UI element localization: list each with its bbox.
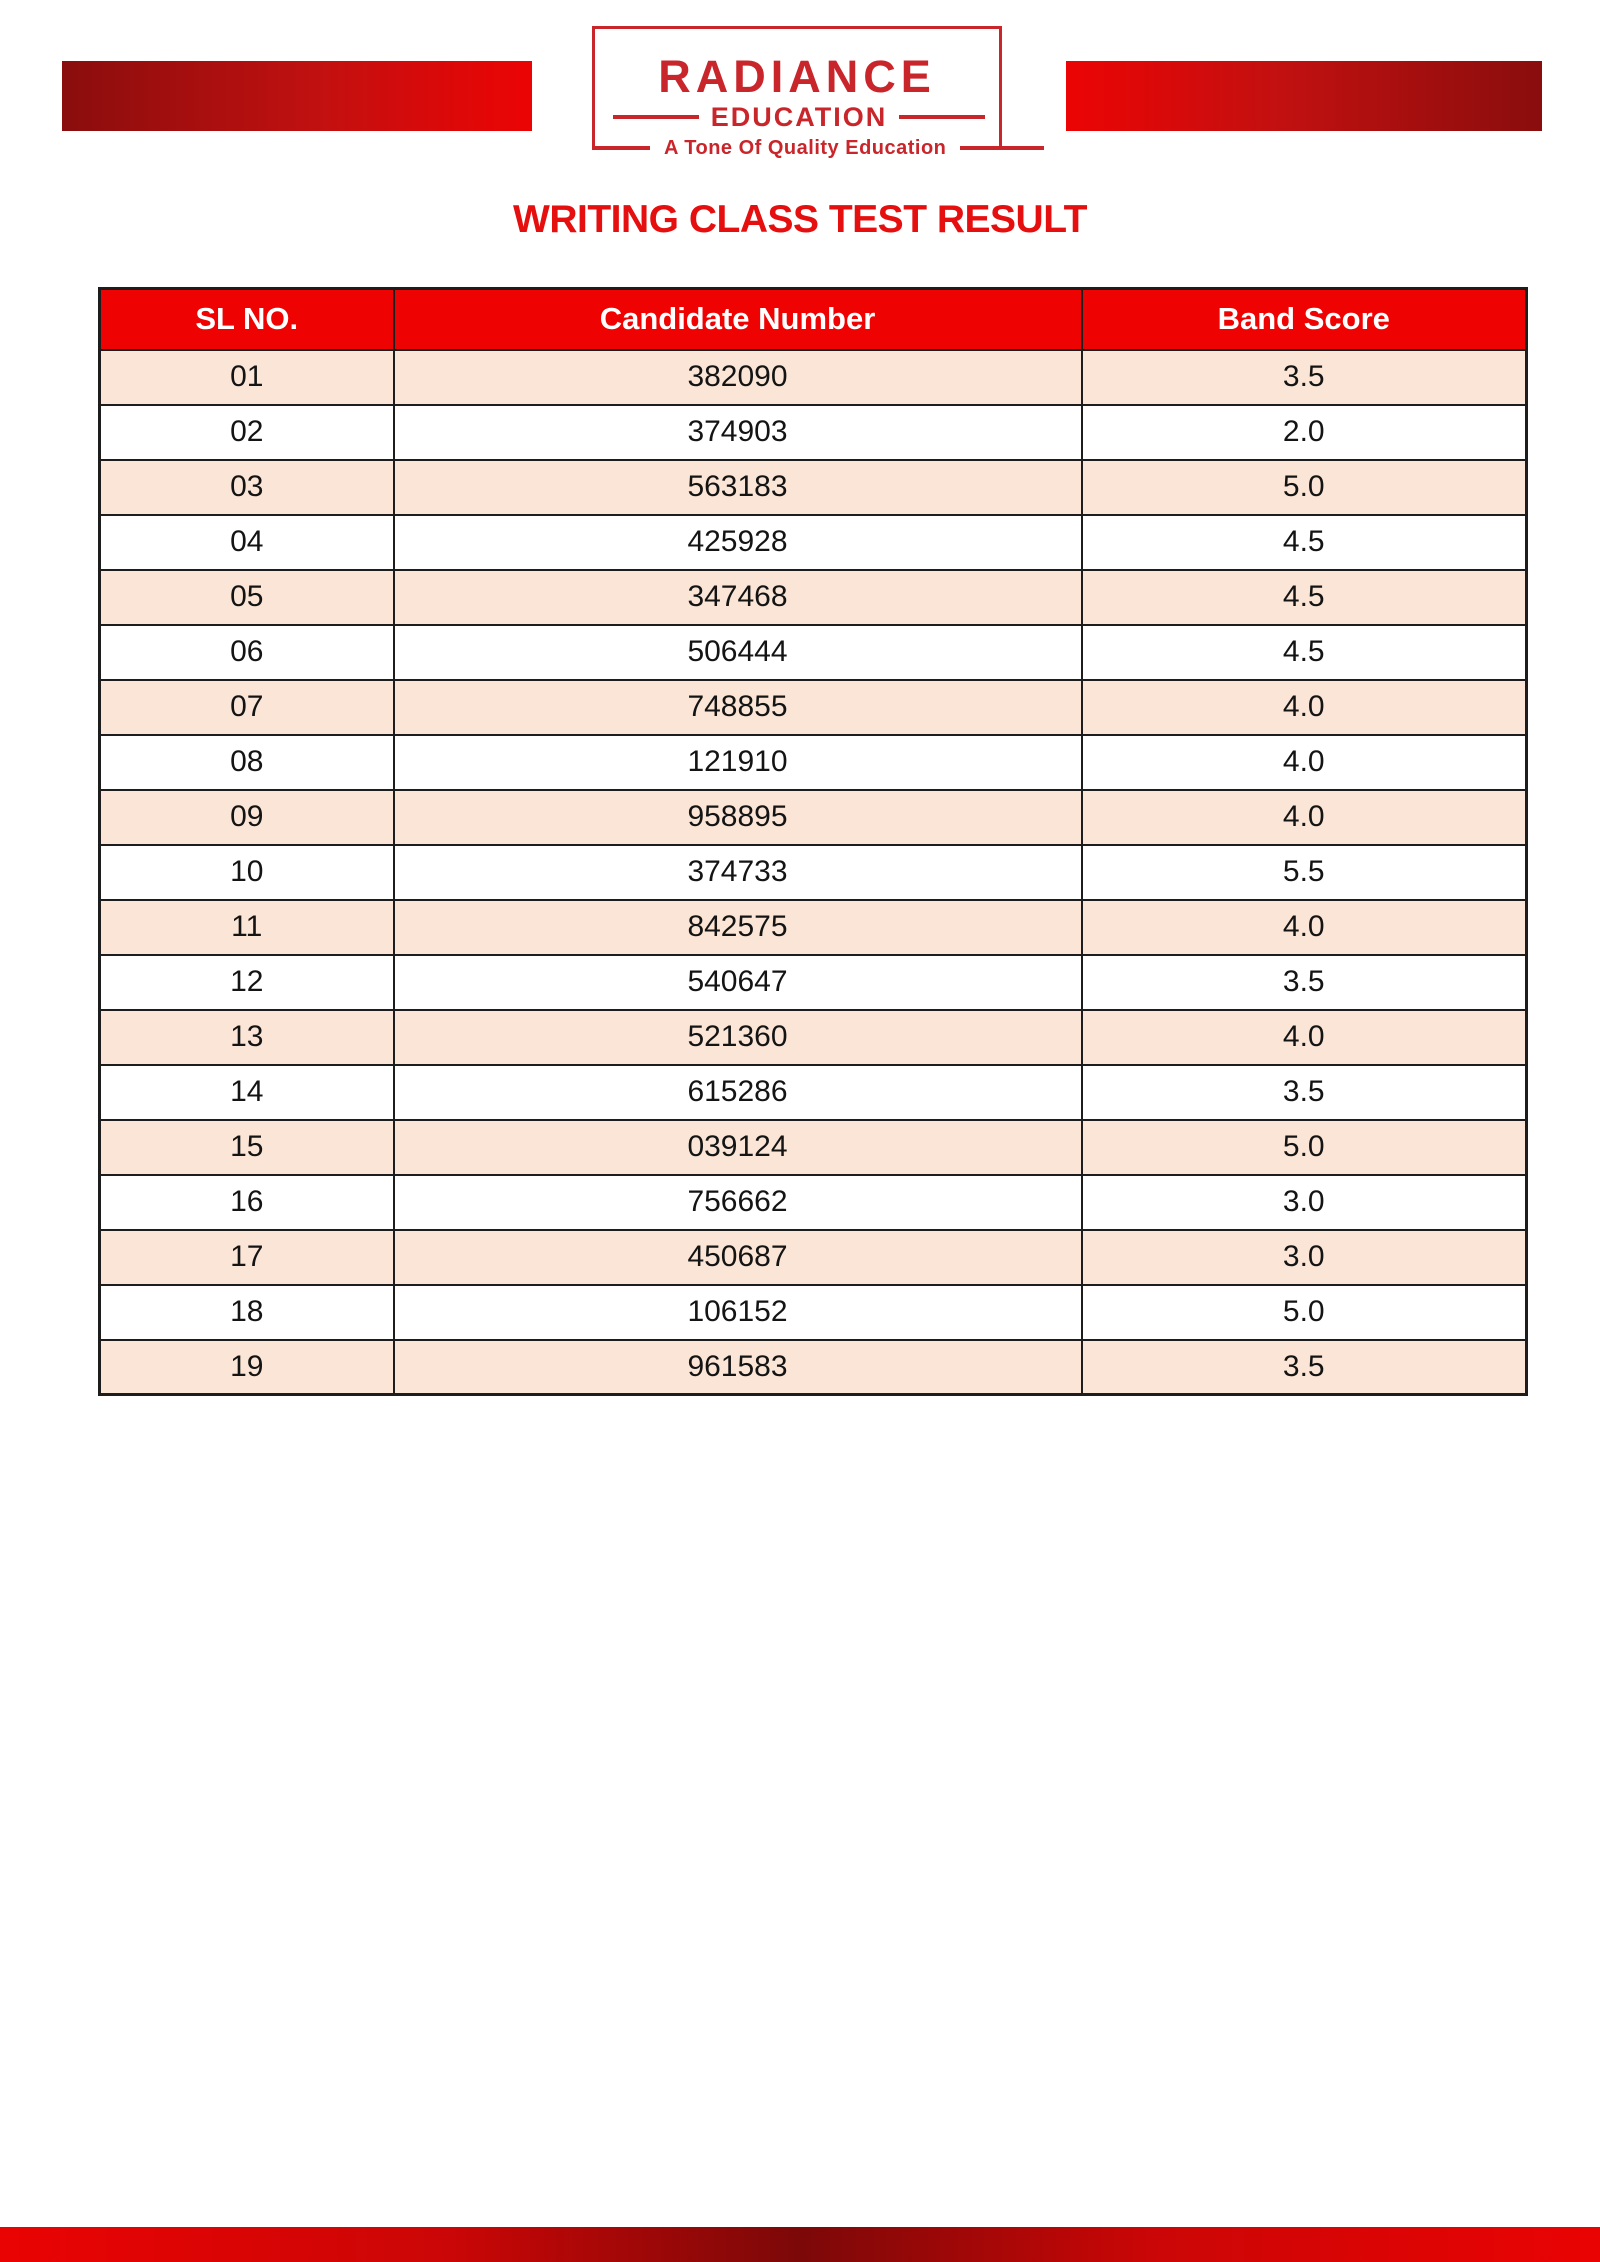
results-table [98, 287, 1528, 1396]
cell-band-score: 4.0 [1082, 735, 1527, 790]
cell-candidate-number: 961583 [394, 1340, 1082, 1395]
table-row [100, 790, 1527, 845]
cell-candidate-number: 425928 [394, 515, 1082, 570]
cell-candidate-number: 748855 [394, 680, 1082, 735]
header-left-red-bar [62, 61, 532, 131]
cell-band-score: 2.0 [1082, 405, 1527, 460]
table-row [100, 900, 1527, 955]
cell-band-score: 4.0 [1082, 680, 1527, 735]
table-row [100, 625, 1527, 680]
table-row [100, 1230, 1527, 1285]
table-row [100, 680, 1527, 735]
cell-candidate-number: 842575 [394, 900, 1082, 955]
results-table-body [100, 350, 1527, 1395]
cell-candidate-number: 347468 [394, 570, 1082, 625]
column-header-band-score: Band Score [1082, 289, 1527, 350]
cell-candidate-number: 521360 [394, 1010, 1082, 1065]
logo-tagline-text: A Tone Of Quality Education [664, 136, 947, 159]
cell-band-score: 4.5 [1082, 625, 1527, 680]
cell-candidate-number: 374733 [394, 845, 1082, 900]
logo-tagline-line [960, 146, 1044, 150]
cell-sl-no: 04 [100, 515, 394, 570]
logo-division-row [613, 101, 985, 132]
cell-candidate-number: 506444 [394, 625, 1082, 680]
cell-sl-no: 14 [100, 1065, 394, 1120]
table-row [100, 735, 1527, 790]
table-row [100, 1010, 1527, 1065]
table-row [100, 845, 1527, 900]
header-right-red-bar [1066, 61, 1542, 131]
cell-sl-no: 01 [100, 350, 394, 405]
cell-sl-no: 15 [100, 1120, 394, 1175]
cell-band-score: 5.5 [1082, 845, 1527, 900]
table-row [100, 1340, 1527, 1395]
table-row [100, 1285, 1527, 1340]
table-row [100, 515, 1527, 570]
cell-candidate-number: 540647 [394, 955, 1082, 1010]
cell-band-score: 3.5 [1082, 1065, 1527, 1120]
cell-candidate-number: 039124 [394, 1120, 1082, 1175]
table-row [100, 1065, 1527, 1120]
cell-band-score: 3.0 [1082, 1175, 1527, 1230]
cell-sl-no: 05 [100, 570, 394, 625]
cell-sl-no: 16 [100, 1175, 394, 1230]
cell-candidate-number: 106152 [394, 1285, 1082, 1340]
cell-band-score: 4.5 [1082, 570, 1527, 625]
cell-sl-no: 12 [100, 955, 394, 1010]
table-row [100, 570, 1527, 625]
cell-sl-no: 17 [100, 1230, 394, 1285]
table-row [100, 1120, 1527, 1175]
cell-band-score: 3.5 [1082, 1340, 1527, 1395]
cell-band-score: 4.0 [1082, 790, 1527, 845]
cell-candidate-number: 563183 [394, 460, 1082, 515]
cell-candidate-number: 958895 [394, 790, 1082, 845]
cell-sl-no: 03 [100, 460, 394, 515]
footer-red-bar [0, 2227, 1600, 2262]
logo-tagline-line [592, 146, 650, 150]
header-row [100, 289, 1527, 350]
logo-divider-line [899, 115, 985, 119]
cell-candidate-number: 374903 [394, 405, 1082, 460]
logo-division-text: EDUCATION [710, 101, 888, 132]
cell-sl-no: 10 [100, 845, 394, 900]
table-row [100, 1175, 1527, 1230]
cell-sl-no: 11 [100, 900, 394, 955]
cell-candidate-number: 450687 [394, 1230, 1082, 1285]
column-header-candidate-number: Candidate Number [394, 289, 1082, 350]
table-row [100, 350, 1527, 405]
column-header-sl-no: SL NO. [100, 289, 394, 350]
cell-band-score: 3.5 [1082, 350, 1527, 405]
cell-sl-no: 08 [100, 735, 394, 790]
logo-brand-text: RADIANCE [658, 51, 936, 102]
cell-candidate-number: 121910 [394, 735, 1082, 790]
cell-candidate-number: 382090 [394, 350, 1082, 405]
cell-sl-no: 18 [100, 1285, 394, 1340]
table-row [100, 460, 1527, 515]
logo-tagline-row [592, 135, 1044, 161]
cell-sl-no: 09 [100, 790, 394, 845]
cell-band-score: 4.0 [1082, 1010, 1527, 1065]
cell-band-score: 3.5 [1082, 955, 1527, 1010]
cell-sl-no: 07 [100, 680, 394, 735]
cell-band-score: 4.5 [1082, 515, 1527, 570]
table-row [100, 405, 1527, 460]
cell-band-score: 4.0 [1082, 900, 1527, 955]
cell-band-score: 5.0 [1082, 460, 1527, 515]
cell-band-score: 5.0 [1082, 1120, 1527, 1175]
cell-sl-no: 19 [100, 1340, 394, 1395]
logo-divider-line [613, 115, 699, 119]
cell-sl-no: 13 [100, 1010, 394, 1065]
results-table-header [100, 289, 1527, 350]
cell-candidate-number: 756662 [394, 1175, 1082, 1230]
cell-sl-no: 06 [100, 625, 394, 680]
table-row [100, 955, 1527, 1010]
cell-band-score: 5.0 [1082, 1285, 1527, 1340]
page-title: WRITING CLASS TEST RESULT [513, 198, 1087, 241]
cell-sl-no: 02 [100, 405, 394, 460]
cell-candidate-number: 615286 [394, 1065, 1082, 1120]
radiance-education-logo [592, 26, 1002, 159]
cell-band-score: 3.0 [1082, 1230, 1527, 1285]
